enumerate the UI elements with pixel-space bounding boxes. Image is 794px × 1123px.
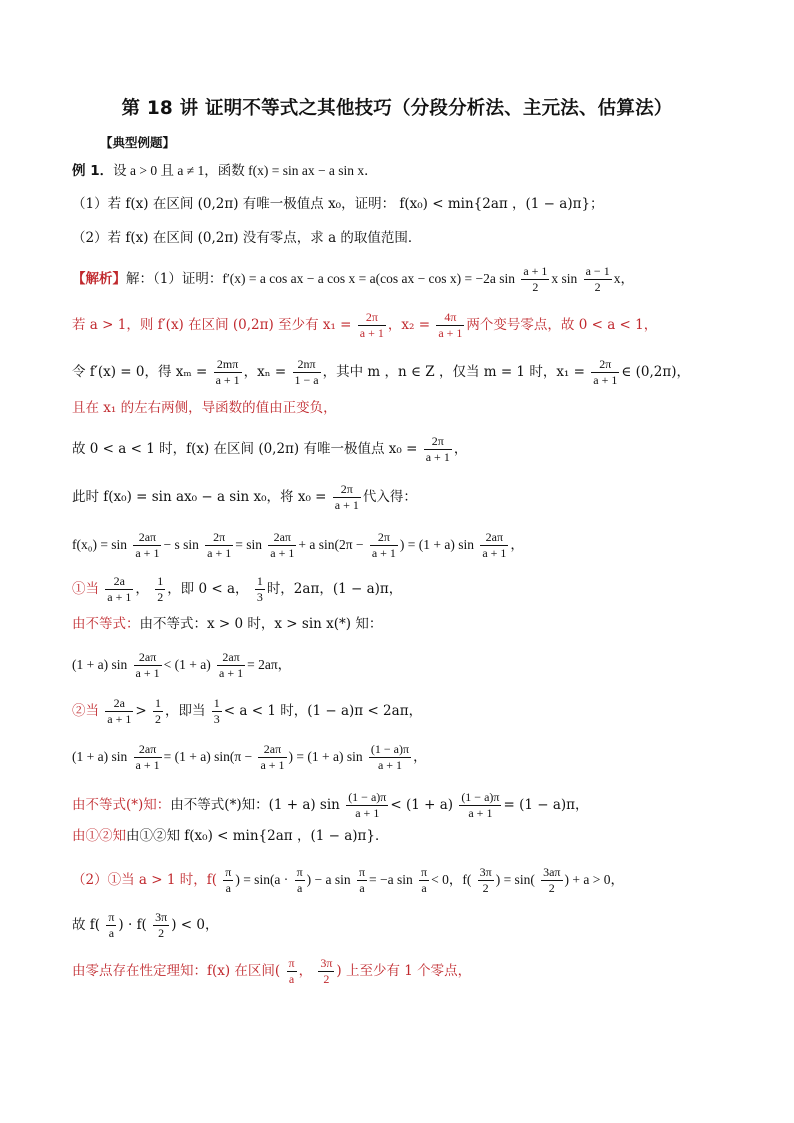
- fraction: $\frac{(1 - a)\pi}{a + 1}$: [370, 742, 410, 772]
- solution-line-12: (1 + a) sin $\frac{2a\pi}{a + 1}$ = (1 + a) sin(π − $\frac{2a\pi}{a + 1}$ ) = (1 + a) sin $\frac{(1 - a)\pi}{a + 1}$ ，: [72, 742, 427, 772]
- fraction: $\frac{\pi}{a}$: [108, 910, 115, 940]
- fraction: $\frac{2\pi}{a + 1}$: [359, 310, 384, 340]
- fraction: $\frac{\pi}{a}$: [421, 865, 428, 895]
- fraction: $\frac{\pi}{a}$: [296, 865, 303, 895]
- solution-line-14: 由①②知由①②知 f(x₀) < min{2aπ ，(1 − a)π}．: [72, 828, 389, 844]
- fraction: $\frac{2\pi}{a + 1}$: [371, 530, 396, 560]
- fraction: $\frac{1}{2}$: [155, 696, 161, 726]
- fraction: $\frac{2a}{a + 1}$: [107, 574, 132, 604]
- fraction: $\frac{\pi}{a}$: [358, 865, 366, 895]
- fraction: $\frac{2\pi}{a + 1}$: [593, 357, 618, 387]
- fraction: $\frac{(1 - a)\pi}{a + 1}$: [348, 790, 387, 820]
- solution-line-8: ①当 $\frac{2a}{a + 1}$ ， $\frac{1}{2}$ ，即 0 < a， $\frac{1}{3}$ 时，2aπ，(1 − a)π，: [72, 574, 403, 604]
- solution-line-2: 若 a > 1，则 f′(x) 在区间 (0,2π) 至少有 x₁ = $\frac{2\pi}{a + 1}$ ，x₂ = $\frac{4\pi}{a + 1}$ 两个变号零点，故 0 < a < 1，: [72, 310, 658, 340]
- fraction: $\frac{2a\pi}{a + 1}$: [135, 650, 160, 680]
- fraction: $\frac{2m\pi}{a + 1}$: [215, 357, 240, 387]
- fraction: $\frac{2\pi}{a + 1}$: [207, 530, 232, 560]
- solution-line-15: （2）①当 a > 1 时，f( $\frac{\pi}{a}$ ) = sin(a · $\frac{\pi}{a}$ ) − a sin $\frac{\pi}{a}$ = −a sin $\frac{\pi}{a}$ < 0，f( $\frac{3\pi}{2}$ ) = sin( $\frac{3a\pi}{2}$ ) + a > 0，: [72, 865, 624, 895]
- fraction: $\frac{3\pi}{2}$: [479, 865, 492, 895]
- fraction: $\frac{(1 - a)\pi}{a + 1}$: [461, 790, 500, 820]
- fraction: $\frac{\pi}{a}$: [225, 865, 232, 895]
- fraction: $\frac{3a\pi}{2}$: [543, 865, 561, 895]
- solution-line-7: f(x₀) = sin $\frac{2a\pi}{a + 1}$ − s sin $\frac{2\pi}{a + 1}$ = sin $\frac{2a\pi}{a + 1}$ + a sin(2π − $\frac{2\pi}{a + 1}$ ) = (1 + a) sin $\frac{2a\pi}{a + 1}$ ，: [72, 530, 524, 560]
- solution-line-5: 故 0 < a < 1 时，f(x) 在区间 (0,2π) 有唯一极值点 x₀ = $\frac{2\pi}{a + 1}$ ，: [72, 434, 468, 464]
- fraction: $\frac{2\pi}{a + 1}$: [334, 482, 359, 512]
- fraction: $\frac{2a\pi}{a + 1}$: [219, 650, 244, 680]
- fraction: $\frac{3\pi}{2}$: [320, 956, 333, 986]
- fraction: $\frac{a - 1}{2}$: [585, 264, 610, 294]
- fraction: $\frac{2a\pi}{a + 1}$: [135, 530, 160, 560]
- fraction: $\frac{1}{3}$: [256, 574, 263, 604]
- solution-line-11: ②当 $\frac{2a}{a + 1}$ > $\frac{1}{2}$ ，即当 $\frac{1}{3}$ < a < 1 时，(1 − a)π < 2aπ，: [72, 696, 423, 726]
- solution-line-4: 且在 x₁ 的左右两侧，导函数的值由正变负，: [72, 400, 337, 416]
- fraction: $\frac{\pi}{a}$: [288, 956, 295, 986]
- fraction: $\frac{2a\pi}{a + 1}$: [135, 742, 160, 772]
- fraction: $\frac{3\pi}{2}$: [155, 910, 168, 940]
- fraction: $\frac{1}{3}$: [213, 696, 220, 726]
- example-label: 例 1．: [72, 163, 114, 179]
- fraction: $\frac{2n\pi}{1 - a}$: [294, 357, 319, 387]
- fraction: $\frac{2a}{a + 1}$: [107, 696, 132, 726]
- fraction: $\frac{2\pi}{a + 1}$: [425, 434, 450, 464]
- solution-line-6: 此时 f(x₀) = sin ax₀ − a sin x₀，将 x₀ = $\frac{2\pi}{a + 1}$ 代入得：: [72, 482, 417, 512]
- fraction: $\frac{a + 1}{2}$: [523, 264, 548, 294]
- solution-line-9: 由不等式：由不等式：x > 0 时，x > sin x(*) 知：: [72, 616, 383, 632]
- fraction: $\frac{4\pi}{a + 1}$: [438, 310, 463, 340]
- solution-line-17: 由零点存在性定理知：f(x) 在区间( $\frac{\pi}{a}$ ， $\frac{3\pi}{2}$ ) 上至少有 1 个零点，: [72, 956, 472, 986]
- solution-line-13: 由不等式(*)知：由不等式(*)知：(1 + a) sin $\frac{(1 - a)\pi}{a + 1}$ < (1 + a) $\frac{(1 - a)\pi}{a + 1}$ = (1 − a)π，: [72, 790, 589, 820]
- page-title: 第 18 讲 证明不等式之其他技巧（分段分析法、主元法、估算法）: [121, 98, 673, 119]
- solution-line-3: 令 f′(x) = 0，得 xₘ = $\frac{2m\pi}{a + 1}$ ，xₙ = $\frac{2n\pi}{1 - a}$ ，其中 m ，n ∈ Z ，仅当 m = 1 时，x₁ = $\frac{2\pi}{a + 1}$ ∈ (0,2π)，: [72, 357, 691, 387]
- fraction: $\frac{2a\pi}{a + 1}$: [260, 742, 285, 772]
- fraction: $\frac{2a\pi}{a + 1}$: [482, 530, 507, 560]
- example-statement: 例 1．设 a > 0 且 a ≠ 1，函数 f(x) = sin ax − a sin x．: [72, 163, 378, 179]
- solution-line-16: 故 f( $\frac{\pi}{a}$ ) · f( $\frac{3\pi}{2}$ ) < 0，: [72, 910, 219, 940]
- section-label: 【典型例题】: [100, 135, 176, 150]
- solution-line-10: (1 + a) sin $\frac{2a\pi}{a + 1}$ < (1 + a) $\frac{2a\pi}{a + 1}$ = 2aπ，: [72, 650, 292, 680]
- fraction: $\frac{1}{2}$: [157, 574, 164, 604]
- part-2-question: （2）若 f(x) 在区间 (0,2π) 没有零点，求 a 的取值范围．: [72, 230, 422, 246]
- solution-line-1: 【解析】解：（1）证明：f′(x) = a cos ax − a cos x = a(cos ax − cos x) = −2a sin $\frac{a + 1}{2}$ x sin $\frac{a - 1}{2}$ x，: [72, 264, 634, 294]
- part-1-question: （1）若 f(x) 在区间 (0,2π) 有唯一极值点 x₀，证明： f(x₀) < min{2aπ ，(1 − a)π}；: [72, 196, 604, 212]
- fraction: $\frac{2a\pi}{a + 1}$: [270, 530, 295, 560]
- analysis-label: 【解析】: [72, 271, 126, 287]
